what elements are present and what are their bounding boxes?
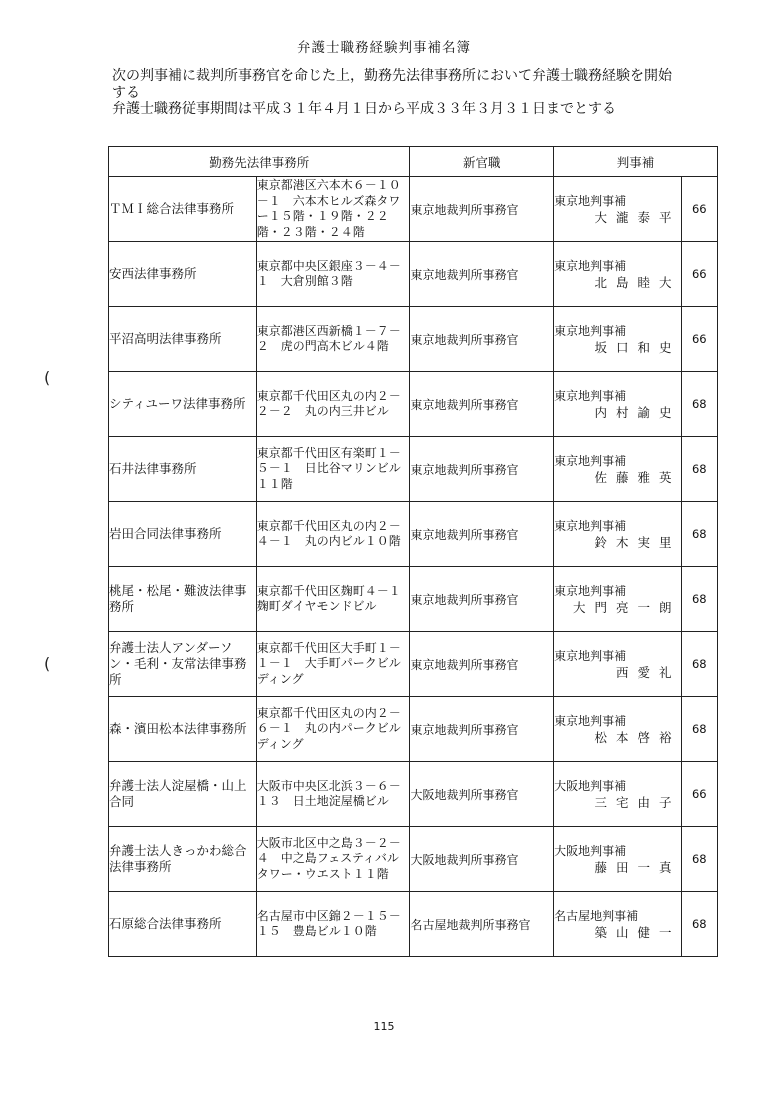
judge-court: 東京地判事補 — [554, 648, 627, 663]
firm-address-cell: 東京都港区六本木６－１０－１ 六本木ヒルズ森タワー１５階・１９階・２２階・２３階・２４階 — [256, 177, 410, 242]
table-row — [109, 567, 718, 632]
judge-court: 東京地判事補 — [554, 583, 627, 598]
table-row — [109, 697, 718, 762]
judge-cell — [554, 437, 681, 502]
firm-address-cell: 大阪市中央区北浜３－６－１３ 日土地淀屋橋ビル — [256, 762, 410, 827]
judge-cell — [554, 567, 681, 632]
table-header-row — [109, 147, 718, 177]
judge-cell — [554, 372, 681, 437]
judge-cell — [554, 697, 681, 762]
judge-court: 大阪地判事補 — [554, 843, 627, 858]
term-number-cell: 66 — [681, 177, 717, 242]
table-row — [109, 632, 718, 697]
judge-court: 東京地判事補 — [554, 518, 627, 533]
judge-cell — [554, 762, 681, 827]
new-post-cell: 名古屋地裁判所事務官 — [410, 892, 554, 957]
header-firm: 勤務先法律事務所 — [109, 147, 410, 177]
firm-name-cell: 森・濱田松本法律事務所 — [109, 697, 257, 762]
judge-name: 内村諭史 — [594, 404, 681, 420]
firm-name-cell: ＴＭＩ総合法律事務所 — [109, 177, 257, 242]
judge-court: 大阪地判事補 — [554, 778, 627, 793]
firm-name-cell: 石原総合法律事務所 — [109, 892, 257, 957]
judge-court: 東京地判事補 — [554, 323, 627, 338]
new-post-cell: 東京地裁判所事務官 — [410, 372, 554, 437]
judge-cell — [554, 242, 681, 307]
judge-name: 西愛礼 — [616, 664, 681, 680]
firm-address-cell: 東京都港区西新橋１－７－２ 虎の門高木ビル４階 — [256, 307, 410, 372]
firm-address-cell: 東京都千代田区有楽町１－５－１ 日比谷マリンビル１１階 — [256, 437, 410, 502]
intro-text — [112, 68, 722, 118]
firm-name-cell: 石井法律事務所 — [109, 437, 257, 502]
firm-name-cell: 弁護士法人アンダーソン・毛利・友常法律事務所 — [109, 632, 257, 697]
new-post-cell: 東京地裁判所事務官 — [410, 307, 554, 372]
judge-name: 鈴木実里 — [594, 534, 681, 550]
new-post-cell: 大阪地裁判所事務官 — [410, 827, 554, 892]
term-number-cell: 68 — [681, 372, 717, 437]
table-row — [109, 892, 718, 957]
table-row — [109, 177, 718, 242]
firm-address-cell: 名古屋市中区錦２－１５－１５ 豊島ビル１０階 — [256, 892, 410, 957]
judge-cell — [554, 892, 681, 957]
judge-cell — [554, 177, 681, 242]
firm-name-cell: 平沼高明法律事務所 — [109, 307, 257, 372]
firm-address-cell: 東京都千代田区丸の内２－４－１ 丸の内ビル１０階 — [256, 502, 410, 567]
term-number-cell: 68 — [681, 892, 717, 957]
term-number-cell: 68 — [681, 437, 717, 502]
firm-name-cell: 桃尾・松尾・難波法律事務所 — [109, 567, 257, 632]
judge-name: 三宅由子 — [594, 794, 681, 810]
table-row — [109, 502, 718, 567]
judge-name: 大瀧泰平 — [594, 209, 681, 225]
firm-address-cell: 東京都千代田区大手町１－１－１ 大手町パークビルディング — [256, 632, 410, 697]
firm-address-cell: 東京都千代田区麹町４－１麹町ダイヤモンドビル — [256, 567, 410, 632]
judge-name: 坂口和史 — [594, 339, 681, 355]
term-number-cell: 66 — [681, 762, 717, 827]
term-number-cell: 66 — [681, 242, 717, 307]
term-number-cell: 66 — [681, 307, 717, 372]
new-post-cell: 東京地裁判所事務官 — [410, 502, 554, 567]
judge-cell — [554, 632, 681, 697]
judge-name: 佐藤雅英 — [594, 469, 681, 485]
header-judge: 判事補 — [554, 147, 718, 177]
new-post-cell: 東京地裁判所事務官 — [410, 567, 554, 632]
table-row — [109, 437, 718, 502]
table-row — [109, 242, 718, 307]
firm-address-cell: 東京都千代田区丸の内２－６－１ 丸の内パークビルディング — [256, 697, 410, 762]
judge-name: 大門亮一朗 — [573, 599, 681, 615]
term-number-cell: 68 — [681, 632, 717, 697]
page-number: 115 — [373, 1020, 395, 1033]
firm-name-cell: 安西法律事務所 — [109, 242, 257, 307]
new-post-cell: 東京地裁判所事務官 — [410, 242, 554, 307]
judge-court: 東京地判事補 — [554, 713, 627, 728]
judge-cell — [554, 307, 681, 372]
document-title: 弁護士職務経験判事補名簿 — [297, 40, 471, 56]
new-post-cell: 東京地裁判所事務官 — [410, 697, 554, 762]
intro-line-2: する — [112, 84, 140, 101]
table-row — [109, 827, 718, 892]
judge-name: 藤田一真 — [594, 859, 681, 875]
table-row — [109, 372, 718, 437]
firm-name-cell: シティユーワ法律事務所 — [109, 372, 257, 437]
table-row — [109, 307, 718, 372]
firm-name-cell: 弁護士法人淀屋橋・山上合同 — [109, 762, 257, 827]
intro-line-3: 弁護士職務従事期間は平成３１年４月１日から平成３３年３月３１日までとする — [112, 101, 616, 117]
table-row — [109, 762, 718, 827]
firm-address-cell: 東京都中央区銀座３－４－１ 大倉別館３階 — [256, 242, 410, 307]
judge-court: 名古屋地判事補 — [554, 908, 639, 923]
new-post-cell: 東京地裁判所事務官 — [410, 632, 554, 697]
judge-cell — [554, 827, 681, 892]
judge-name: 松本啓裕 — [594, 729, 681, 745]
term-number-cell: 68 — [681, 827, 717, 892]
firm-address-cell: 大阪市北区中之島３－２－４ 中之島フェスティバルタワー・ウエスト１１階 — [256, 827, 410, 892]
term-number-cell: 68 — [681, 697, 717, 762]
judge-court: 東京地判事補 — [554, 388, 627, 403]
new-post-cell: 大阪地裁判所事務官 — [410, 762, 554, 827]
judge-cell — [554, 502, 681, 567]
firm-name-cell: 弁護士法人きっかわ総合法律事務所 — [109, 827, 257, 892]
judge-court: 東京地判事補 — [554, 453, 627, 468]
term-number-cell: 68 — [681, 502, 717, 567]
judge-name: 北島睦大 — [594, 274, 681, 290]
new-post-cell: 東京地裁判所事務官 — [410, 177, 554, 242]
header-post: 新官職 — [410, 147, 554, 177]
margin-mark: ( — [44, 368, 51, 387]
judge-court: 東京地判事補 — [554, 193, 627, 208]
judge-court: 東京地判事補 — [554, 258, 627, 273]
new-post-cell: 東京地裁判所事務官 — [410, 437, 554, 502]
firm-address-cell: 東京都千代田区丸の内２－２－２ 丸の内三井ビル — [256, 372, 410, 437]
term-number-cell: 68 — [681, 567, 717, 632]
margin-mark: ( — [44, 654, 51, 673]
judge-roster-table — [108, 146, 718, 957]
intro-line-1: 次の判事補に裁判所事務官を命じた上，勤務先法律事務所において弁護士職務経験を開始 — [112, 68, 672, 84]
firm-name-cell: 岩田合同法律事務所 — [109, 502, 257, 567]
judge-name: 築山健一 — [594, 924, 681, 940]
